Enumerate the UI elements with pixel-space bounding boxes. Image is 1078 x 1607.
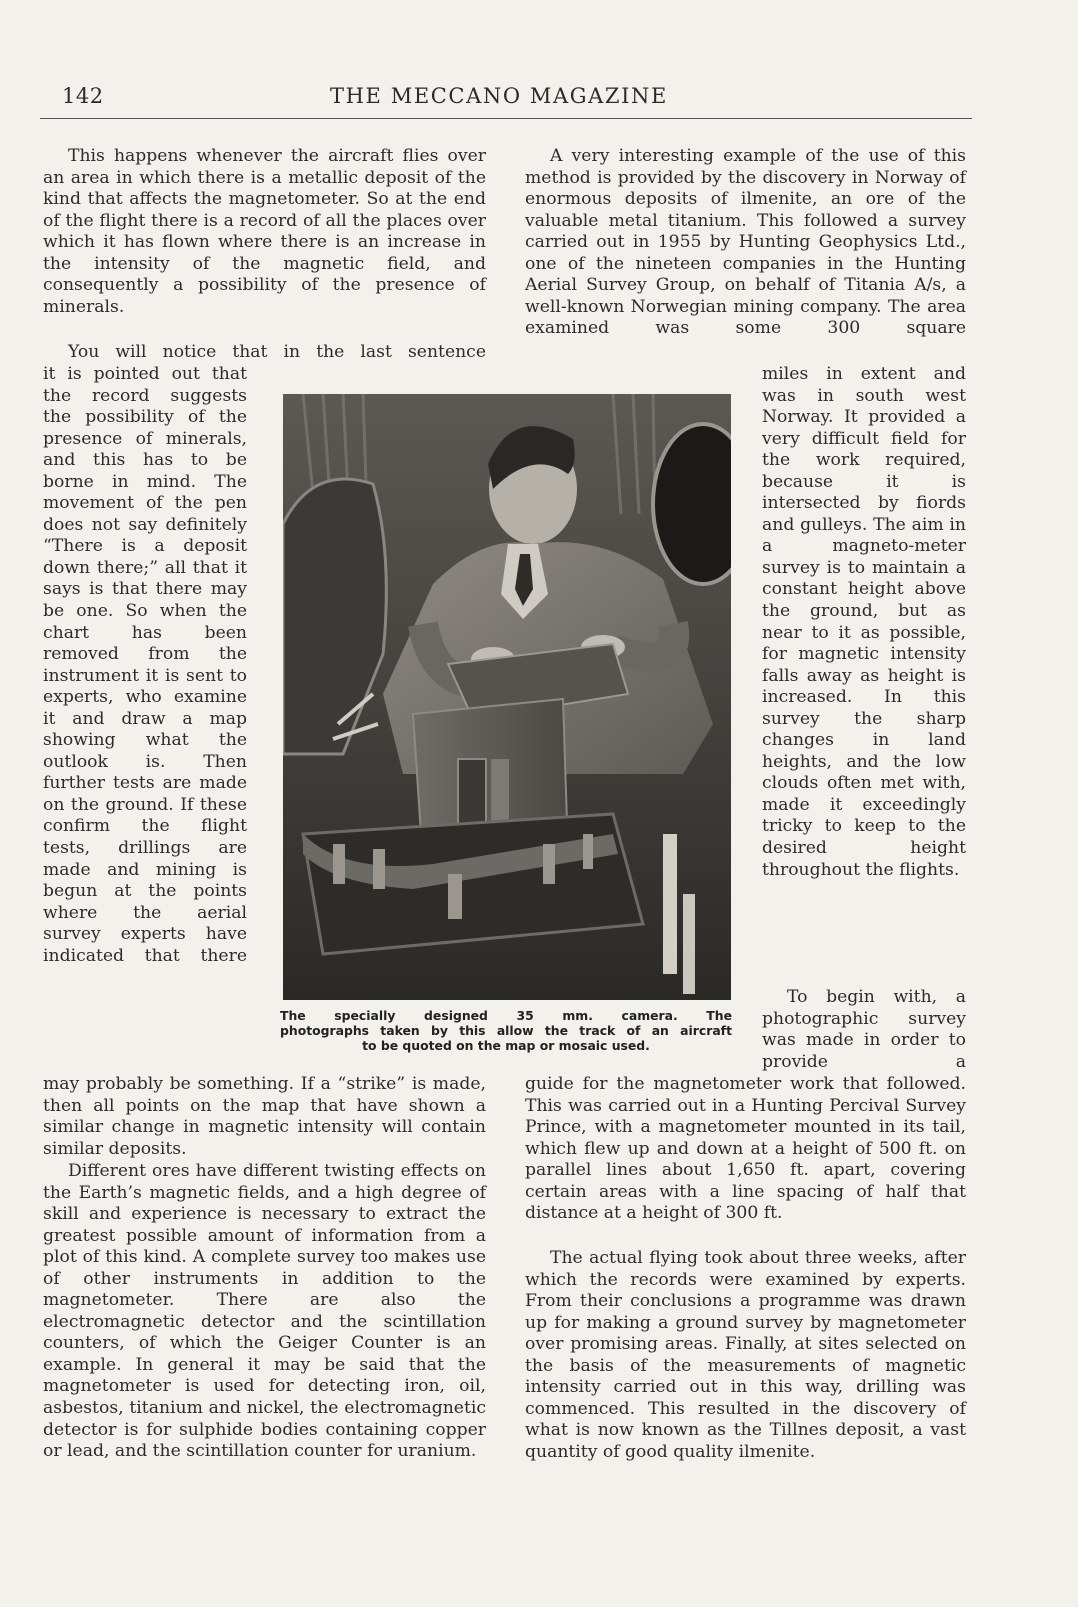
right-paragraph-1-narrow: miles in extent and was in south west Norway. It provided a very difficult field for the work required, because it is intersected by fiords and gulleys. The aim in a magneto-meter survey is to maintain a constant height above the ground, but as near to it as possible, for magnetic intensity falls away as height is increased. In this survey the sharp changes in land heights, and the low clouds often met with, made it exceedingly tricky to keep to the desired height throughout the flights. xyxy=(762,364,966,880)
page-number: 142 xyxy=(62,84,104,108)
right-paragraph-1: A very interesting example of the use of this method is provided by the discovery in Norway of enormous deposits of ilmenite, an ore of the valuable metal titanium. This followed a survey carried out in 1955 by Hunting Geophysics Ltd., one of the nineteen companies in the Hunting Aerial Survey Group, on behalf of Titania A/s, a well-known Norwegian mining company. The area examined was some 300 square xyxy=(525,146,966,339)
caption-line-2: photographs taken by this allow the track of an aircraft xyxy=(280,1023,732,1038)
left-paragraph-2-intro: You will notice that in the last sentence xyxy=(68,342,486,362)
right-paragraph-3: The actual flying took about three weeks, after which the records were examined by experts. From their conclusions a programme was drawn up for making a ground survey by magnetometer over promising areas. Finally, at sites selected on the basis of the measurements of magnetic intensity carried out in this way, drilling was commenced. This resulted in the discovery of what is now known as the Tillnes deposit, a vast quantity of good quality ilmenite. xyxy=(525,1248,966,1462)
left-paragraph-2-narrow: it is pointed out that the record suggests the possibility of the presence of minerals, and this has to be borne in mind. The movement of the pen does not say definitely “There is a deposit down there;” all that it says is that there may be one. So when the chart has been removed from the instrument it is sent to experts, who examine it and draw a map showing what the outlook is. Then further tests are made on the ground. If these confirm the flight tests, drillings are made and mining is begun at the points where the aerial survey experts have indicated that there xyxy=(43,364,247,966)
caption-line-1: The specially designed 35 mm. camera. The xyxy=(280,1008,732,1023)
left-paragraph-2-continued: may probably be something. If a “strike” is made, then all points on the map that have shown a similar change in magnetic intensity will contain similar deposits. xyxy=(43,1074,486,1159)
caption-line-3: to be quoted on the map or mosaic used. xyxy=(362,1038,650,1053)
page-header xyxy=(40,84,972,119)
magazine-title: THE MECCANO MAGAZINE xyxy=(330,84,668,108)
right-paragraph-2-continued: guide for the magnetometer work that followed. This was carried out in a Hunting Percival Survey Prince, with a magnetometer mounted in its tail, which flew up and down at a height of 500 ft. on parallel lines about 1,650 ft. apart, covering certain areas with a line spacing of half that distance at a height of 300 ft. xyxy=(525,1074,966,1224)
left-paragraph-3: Different ores have different twisting effects on the Earth’s magnetic fields, and a high degree of skill and experience is necessary to extract the greatest possible amount of information from a plot of this kind. A complete survey too makes use of other instruments in addition to the magnetometer. There are also the electromagnetic detector and the scintillation counters, of which the Geiger Counter is an example. In general it may be said that the magnetometer is used for detecting iron, oil, asbestos, titanium and nickel, the electromagnetic detector is for sulphide bodies containing copper or lead, and the scintillation counter for uranium. xyxy=(43,1161,486,1462)
left-paragraph-1: This happens whenever the aircraft flies over an area in which there is a metallic deposit of the kind that affects the magnetometer. So at the end of the flight there is a record of all the places over which it has flown where there is an increase in the intensity of the magnetic field, and consequently a possibility of the presence of minerals. xyxy=(43,146,486,317)
photo-caption xyxy=(280,1008,732,1053)
right-paragraph-2-narrow: To begin with, a photographic survey was made in order to provide a xyxy=(762,987,966,1072)
camera-photograph xyxy=(283,394,731,1000)
